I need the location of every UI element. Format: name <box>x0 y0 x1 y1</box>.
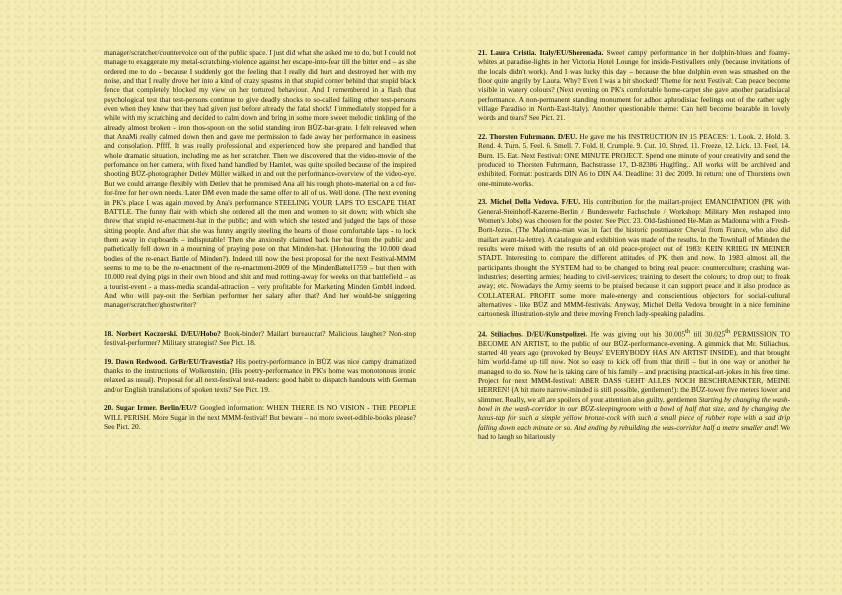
continuation-paragraph: manager/scratcher/countervoice out of the public space. I just did what she asked me to do, but I could not manage to exaggerate my metal-scratching-violence against her escape-into-fear till the bitter end – as she ordered me to do - because I suddenly got the feeling that I really did hurt and destroyed her with my noise, and that I really drove her into a kind of crazy spasms in that stupid corner behind that stupid black fence that completely blocked my view on her tortured behaviour. And I remembered in a flash that psychological test that test-persons continue to give deadly shocks to so-called failing other test-persons even when they knew that they had given just before already the fatal shock! I immediately stopped for a while with my scratching and decided to calm down and bring in some more sweet melodic tinkling of the already almost broken - iron thos-spoon on the solid standing iron BÜZ-bar-grate. I felt releaved when that AnaMi really calmed down then and gave me permission to fade away her performance in easiness and consolation. Pffff. It was really professional and experienced how she prepared and handled that whole dramatic situation, including me as her scratcher. Then we discovered that the video-movie of the perfomance on her camera, with fixed hand handled by Hamlet, was quite spoiled because of the inspired shooting BÜZ-photographer Detlev Müller walked in and out the performance-overview of the video-eye. But we could arrange flexibly with Detlev that he promised Ana all his rough photo-material on a cd for-for-free for her own needs. Later DM even made the same offer to all of us. Well done. (The next evening in PK's place I was again moved by Ana's performance STEELING YOUR LAPS TO ESCAPE THAT BATTLE. The funny flair with which she ordered all the men and women to sit down; with which she threw that stupid re-enactment-hat in the public; and with which she tested and judged the laps of those sitting people. And after that she was funny angrily steeling the hearts of those comfortable laps - to lock them away in cupboards – indisputable! Then she anxiously claimed back her bat from the public and pathetically fell down in a mourning of praying pose on that Minden-hat. (Honouring the 10.000 dead bodies of the re-enact Battle of Minden?). Indeed till now the best proposal for the next Festival-MMM seems to me to be the re-enactment of the re-enactment-2009 of the MindenBattel1759 – but then with 10.000 real dying pigs in their own blood and shit and mud rotting-away for weeks on that battlefield – as a tourist-event - a mass-media scandal-attraction – very profitable for Marketing Minden GmbH indeed. And who will pay-out the Serbian performer her salary after that? And her would-be sniggering manager/scratcher/ghostwriter? <box>104 48 416 310</box>
entry-21 <box>478 48 790 123</box>
left-column <box>104 48 416 440</box>
entry-23-body: His contribution for the mailart-project EMANCIPATION (PK with General-Steinhoff-Kazerne-Berlin / Bundeswehr Fachschule / Workshop: Military Men reshaped into Women's Jobs) was choosen for the poster. See Pict. 23. Old-fashioned He-Man as Madonna with a Fresh-Born-Jezus. (The Madonna-man was in fact the historic postmaster Cheval from France, who also did mailart avant-la-lettre). A catalogue and exhibition was made of the results. In the Townhall of Minden the results were mixed with the results of an old peace-project out of 1983: KEIN KRIEG IN MEINER STADT. Interesting to compare the different attitudes of PK then and now. In 1983 almost all the participants thought the SYSTEM had to be changed to bring real peace: counterculture; crashing war-industries; deserting armies; heading to civil-services; training to desert the colours; to drop out; to freak away; etc. Nowadays the Army seems to be praised because it can support peace and it also produce as COLLATERAL PROFIT some more male-energy and conscientious objectors for social-cultural alternatives - like BÜZ and MMM-festivals. Anyway, Michel Della Vedova brought in a nice feminine cartoonesk illustration-style and three moving French lady-speaking paladins. <box>478 197 790 319</box>
entry-24-text-a: He was giving out his 30.005 <box>587 329 686 339</box>
entry-24-text-b: till 30.025 <box>689 329 726 339</box>
entry-23-heading: 23. Michel Della Vedova. F/EU. <box>478 197 581 207</box>
entry-19-body: His poetry-performance in BÜZ was nice campy dramatized thanks to the instructions of Wolkenstein. (His poetry-performance in PK's home was monotonous ironic relaxed as usual). Proposal for all next-festival text-readers: good habit to dispatch handouts with German and/or English translations of spoken texts? See Pict. 19. <box>104 356 416 394</box>
entry-19 <box>104 357 416 394</box>
entry-22 <box>478 132 790 188</box>
entry-21-heading: 21. Laura Cristia. Italy/EU/Sherenada. <box>478 48 604 57</box>
entry-18-heading: 18. Norbert Koczorski. D/EU/Hobo? <box>104 328 221 338</box>
entry-19-heading: 19. Dawn Redwood. GrBr/EU/Travestia? <box>104 356 234 366</box>
entry-20 <box>104 403 416 431</box>
entry-24-text-end: ! We had to laugh so hilariously <box>478 422 790 442</box>
right-column <box>478 48 790 451</box>
ordinal-suffix: th <box>685 328 690 335</box>
entry-23 <box>478 197 790 318</box>
entry-24-text-c: PERMISSION TO BECOME AN ARTIST, to the public of our BÜZ-performance-evening. A gimmick that Mr. Stiliachus. started 40 years ago (provoked by Beuys' EVERYBODY HAS AN ARTIST INSIDE), and that brought him world-fame up till now. Not so easy to kick off from that thrill – but in one way or another he managed to do so. Now he is taking care of his family – and practising practical-art-jokes in his free time. Project for next MMM-festival: ABER DASS GEHT ALLES NOCH BESCHRAENKTER, MEINE HERREN! (A bit more narrow-minded is still possible, gentlemen!): the BÜZ-tower five meters lower and slimmer. Really, we all are spoilers of your attention also guilty, gentlemen <box>478 329 791 404</box>
entry-24 <box>478 328 790 442</box>
entry-21-body: Sweet campy performance in her dolphin-blues and foamy-whites at paradise-lights in her Victoria Hotel Lounge for inside-Festivallers only (because invitations of the locals didn't work). And I was lucky this day – because the blue dolphin even was smashed on the floor quite angrily by Laura. Why? Even I was a bit shocked! Theme for next Festival: Can peace become visible in watery colours? (Next evening on PK's comfortable home-carpet she gave another paradisiacal performance. A non-permanent standing monument for adhoc aphrodisiac feelings out of the rather ugly village Paradiso in North-East-Italy). Another questionable theme: Can hell become bearable in lovely words and tears? See Pict. 21. <box>478 48 790 123</box>
ordinal-suffix: th <box>725 328 730 335</box>
entry-18-body: Book-binder? Mailart bureaucrat? Malicious laugher? Non-stop festival-performer? Military strategist? See Pict. 18. <box>104 328 416 348</box>
entry-22-heading: 22. Thorsten Fuhrmann. D/EU. <box>478 131 578 141</box>
entry-24-italic-text: Starting by changing the wash-bowl in the wash-corridor in our BÜZ-sleepingroom with a bowl of half that size, and by changing the luxus-tap for such a simple yellow bronze-cock with such a small piece of rubber rope with a sad drip falling down each minute or so. And ending by rebuilding the was-corridor half a metre smaller and <box>478 394 790 432</box>
entry-20-body: Googled information: WHEN THERE IS NO VISION - THE PEOPLE WILL PERISH. More Sugar in the next MMM-festival! But beware – no more sweet-edible-books please? See Pict. 20. <box>104 403 417 431</box>
entry-20-heading: 20. Sugar Irmer. Berlin/EU/? <box>104 403 197 413</box>
entry-24-heading: 24. Stiliachus. D/EU/Kunstpolizei. <box>478 329 588 339</box>
entry-22-body: He gave me his INSTRUCTION IN 15 PEACES: 1. Look. 2. Hold. 3. Rend. 4. Turn. 5. Feel. 6. Smell. 7. Fold. 8. Crumple. 9. Cut. 10. Shred. 11. Freeze. 12. Lick. 13. Feel. 14. Burn. 15. Eat. Next Festival: ONE MINUTE PROJECT. Spend one minute of your creativity and send the produced to Thorsten Fuhrmann, Bachstrasse 17, D-82386 Huglfing.. All works will be archived and exhibited. Format: postcards DIN A6 to DIN A4. Deadline: 31 dec 2009. In return: one of Thorstens own one-minute-works. <box>478 131 791 188</box>
entry-18 <box>104 329 416 348</box>
